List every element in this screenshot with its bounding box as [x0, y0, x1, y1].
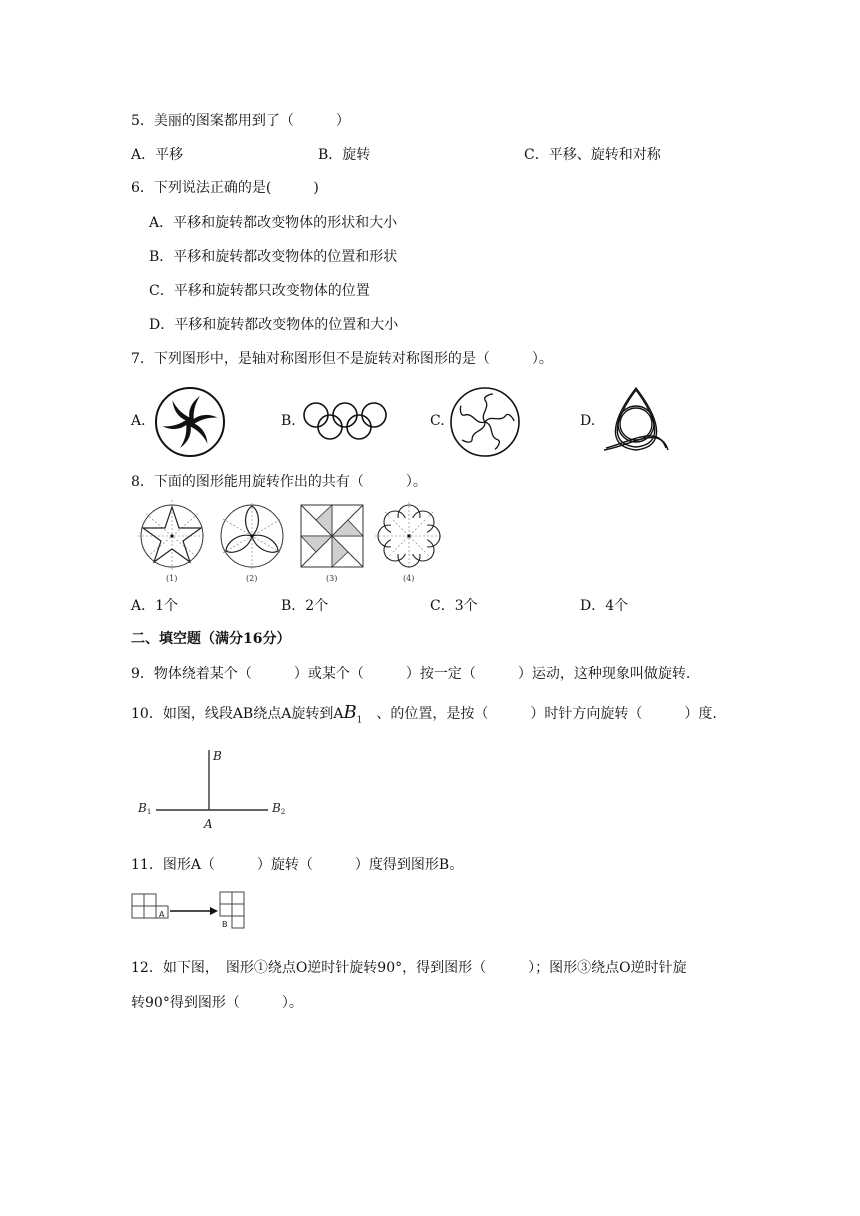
q8-stem: 8．下面的图形能用旋转作出的共有（ ）。 [131, 474, 427, 490]
q7-option-b[interactable]: B. [281, 413, 296, 429]
q10-label-b2-sub: 2 [280, 808, 286, 816]
q10-label-b1-sub: 1 [146, 808, 152, 816]
q6-option-a[interactable]: A．平移和旋转都改变物体的形状和大小 [149, 215, 398, 231]
q8-figure-2-label: (2) [246, 574, 258, 583]
q6-stem: 6．下列说法正确的是( ) [131, 180, 319, 196]
q7-figure-a-swirl-circle [154, 386, 226, 458]
q7-figure-b-rings [302, 400, 388, 442]
q10-stem-b-sub: 1 [356, 715, 363, 726]
q8-figure-4-flower [373, 500, 445, 586]
section-2-heading: 二、填空题（满分16分） [131, 631, 291, 647]
q10-label-b1-letter: B [138, 801, 147, 815]
q8-option-a[interactable]: A．1个 [131, 598, 179, 614]
q10-label-b1 [137, 801, 151, 816]
q11-stem: 11．图形A（ ）旋转（ ）度得到图形B。 [131, 857, 464, 873]
q5-option-b[interactable]: B．旋转 [318, 147, 371, 163]
q10-stem-after: 、的位置，是按（ ）时针方向旋转（ ）度. [362, 706, 717, 722]
q11-figure-shapes [130, 890, 250, 940]
q10-stem [131, 703, 717, 731]
q8-option-b[interactable]: B．2个 [281, 598, 329, 614]
q8-option-d[interactable]: D．4个 [580, 598, 629, 614]
q11-label-a: A [159, 910, 165, 919]
q8-figure-1-label: (1) [166, 574, 178, 583]
q10-stem-before: 10．如图，线段AB绕点A旋转到A [131, 706, 344, 722]
q10-label-a: A [204, 817, 213, 831]
q7-option-c[interactable]: C. [430, 413, 445, 429]
q10-figure-segments [136, 746, 296, 836]
q7-stem: 7．下列图形中，是轴对称图形但不是旋转对称图形的是（ ）。 [131, 351, 553, 367]
q7-option-d[interactable]: D. [580, 413, 596, 429]
q8-figure-2-three-leaf [217, 500, 287, 586]
q10-stem-b1 [343, 702, 363, 726]
q8-figure-3-label: (3) [326, 574, 338, 583]
q6-option-c[interactable]: C．平移和旋转都只改变物体的位置 [149, 283, 370, 299]
q7-figure-c-wavy-flower [449, 386, 521, 458]
q8-figure-1-star [138, 500, 208, 586]
q7-option-a[interactable]: A. [131, 413, 146, 429]
q12-line-1: 12．如下图， 图形①绕点O逆时针旋转90°，得到图形（ ）；图形③绕点O逆时针旋 [131, 960, 687, 976]
q12-line-2: 转90°得到图形（ ）。 [131, 995, 303, 1011]
q5-option-c[interactable]: C．平移、旋转和对称 [524, 147, 661, 163]
q5-stem: 5．美丽的图案都用到了（ ） [131, 113, 350, 129]
q10-label-b: B [213, 749, 222, 763]
q6-option-d[interactable]: D．平移和旋转都改变物体的位置和大小 [149, 317, 399, 333]
q8-figure-3-pinwheel [298, 500, 368, 586]
q6-option-b[interactable]: B．平移和旋转都改变物体的位置和形状 [149, 249, 398, 265]
q9-stem: 9．物体绕着某个（ ）或某个（ ）按一定（ ）运动，这种现象叫做旋转. [131, 666, 691, 682]
q10-stem-b-letter: B [343, 702, 357, 723]
q8-figure-4-label: (4) [403, 574, 415, 583]
q5-option-a[interactable]: A．平移 [131, 147, 184, 163]
q10-label-b2-letter: B [272, 801, 281, 815]
q7-figure-d-triquetra [600, 384, 672, 456]
q11-label-b: B [222, 920, 228, 929]
q10-label-b2 [271, 801, 285, 816]
q8-option-c[interactable]: C．3个 [430, 598, 478, 614]
